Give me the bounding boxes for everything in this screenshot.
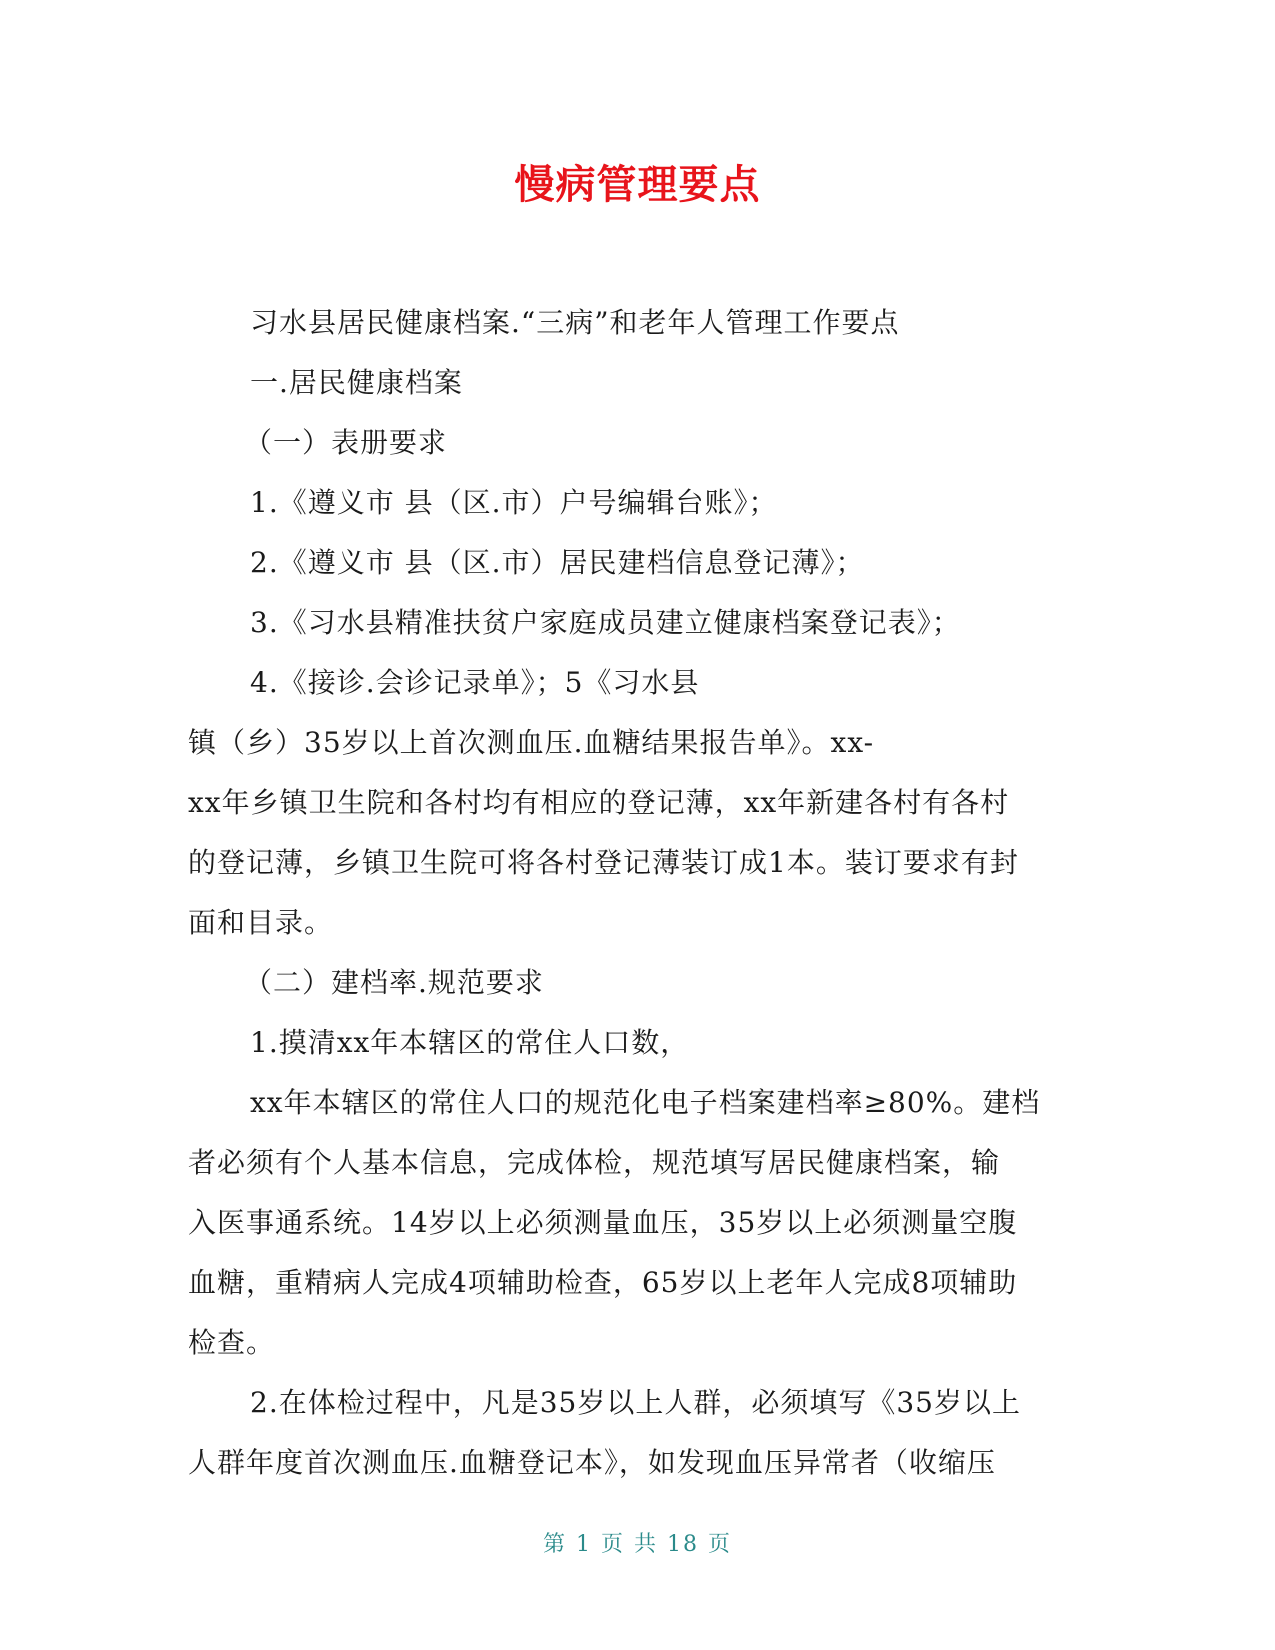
paragraph-line: xx年本辖区的常住人口的规范化电子档案建档率≥80%。建档 <box>250 1086 1041 1119</box>
paragraph-heading: 习水县居民健康档案.“三病”和老年人管理工作要点 <box>250 306 900 339</box>
page-footer: 第 1 页 共 18 页 <box>543 1532 732 1557</box>
list-item: 1.摸清xx年本辖区的常住人口数， <box>250 1026 690 1059</box>
paragraph-line: 者必须有个人基本信息，完成体检，规范填写居民健康档案，输 <box>188 1146 1001 1179</box>
paragraph-line: 人群年度首次测血压.血糖登记本》，如发现血压异常者（收缩压 <box>188 1446 996 1479</box>
subsection-heading: （二）建档率.规范要求 <box>244 966 544 999</box>
list-item: 2.《遵义市 县（区.市）居民建档信息登记薄》； <box>250 546 865 579</box>
list-item: 3.《习水县精准扶贫户家庭成员建立健康档案登记表》； <box>250 606 961 639</box>
paragraph-line: 检查。 <box>188 1326 276 1359</box>
paragraph-line: 镇（乡）35岁以上首次测血压.血糖结果报告单》。xx- <box>188 726 875 759</box>
paragraph-line: 血糖，重精病人完成4项辅助检查，65岁以上老年人完成8项辅助 <box>188 1266 1018 1299</box>
list-item: 1.《遵义市 县（区.市）户号编辑台账》； <box>250 486 778 519</box>
list-item: 2.在体检过程中，凡是35岁以上人群，必须填写《35岁以上 <box>250 1386 1021 1419</box>
paragraph-line: 的登记薄，乡镇卫生院可将各村登记薄装订成1本。装订要求有封 <box>188 846 1019 879</box>
document-body <box>188 293 1083 1493</box>
list-item: 4.《接诊.会诊记录单》；5《习水县 <box>250 666 700 699</box>
document-title: 慢病管理要点 <box>514 162 761 208</box>
section-heading: 一.居民健康档案 <box>250 366 463 399</box>
paragraph-line: 入医事通系统。14岁以上必须测量血压，35岁以上必须测量空腹 <box>188 1206 1018 1239</box>
paragraph-line: 面和目录。 <box>188 906 334 939</box>
paragraph-line: xx年乡镇卫生院和各村均有相应的登记薄，xx年新建各村有各村 <box>188 786 1010 819</box>
subsection-heading: （一）表册要求 <box>244 426 448 459</box>
